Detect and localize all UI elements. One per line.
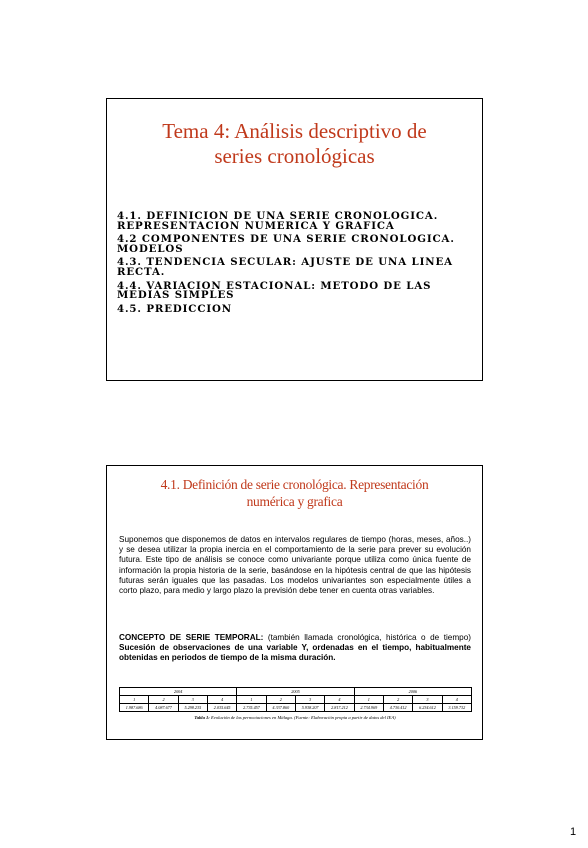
topic-item: 4.1. DEFINICION DE UNA SERIE CRONOLOGICA. REPRESENTACION NUMERICA Y GRAFICA [117, 210, 439, 232]
quarter-cell: 1 [237, 696, 266, 704]
quarter-cell: 3 [295, 696, 324, 704]
value-cell: 3.159.732 [442, 704, 471, 712]
page-number: 1 [570, 826, 577, 838]
slide-2-title-line-1: 4.1. Definición de serie cronológica. Representación [160, 477, 429, 492]
concept-definition: Sucesión de observaciones de una variable Y, ordenadas en el tiempo, habitualmente obtenidas en periodos de tiempo de la misma duración. [119, 643, 471, 663]
quarter-cell: 1 [120, 696, 149, 704]
caption-label: Tabla 1: [194, 715, 210, 720]
value-cell: 4.730.412 [383, 704, 412, 712]
year-cell: 2005 [237, 688, 354, 696]
year-cell: 2006 [354, 688, 471, 696]
value-cell: 4.087.677 [149, 704, 178, 712]
quarter-cell: 1 [354, 696, 383, 704]
quarter-cell: 2 [149, 696, 178, 704]
year-cell: 2004 [120, 688, 237, 696]
quarter-cell: 4 [442, 696, 471, 704]
value-cell: 2.734.969 [354, 704, 383, 712]
data-table [119, 687, 472, 712]
slide-1-title-line-1: Tema 4: Análisis descriptivo de [162, 119, 427, 143]
value-cell: 1.987.686 [120, 704, 149, 712]
value-cell: 2.035.645 [207, 704, 236, 712]
value-cell: 6.234.612 [413, 704, 442, 712]
concept-note: (también llamada cronológica, histórica o de tiempo) [263, 633, 472, 642]
topic-item: 4.5. PREDICCION [117, 302, 232, 315]
table-header-quarters [120, 696, 472, 704]
topic-item: 4.4. VARIACION ESTACIONAL: METODO DE LAS MEDIAS SIMPLES [117, 279, 432, 302]
value-cell: 2.817.212 [325, 704, 354, 712]
value-cell: 2.735.457 [237, 704, 266, 712]
quarter-cell: 3 [178, 696, 207, 704]
caption-text: Evolución de las pernoctaciones en Málaga. (Fuente: Elaboración propia a partir de datos del IEA) [209, 715, 396, 720]
topic-item: 4.3. TENDENCIA SECULAR: AJUSTE DE UNA LINEA RECTA. [117, 256, 453, 278]
table-row-values [120, 704, 472, 712]
quarter-cell: 4 [207, 696, 236, 704]
quarter-cell: 2 [383, 696, 412, 704]
value-cell: 4.337.860 [266, 704, 295, 712]
intro-paragraph: Suponemos que disponemos de datos en intervalos regulares de tiempo (horas, meses, años..) y se desea utilizar la propia inercia en el comportamiento de la serie para prever su evolución futura. Este tipo de análisis se conoce como univariante porque utiliza como única fuente de información la propia historia de la serie, basándose en la hipótesis central de que las hipótesis futuras serán iguales que las pasadas. Los modelos univariantes son especialmente útiles a corto plazo, para medio y largo plazo la previsión debe tener en cuenta otras variables. [119, 535, 471, 596]
quarter-cell: 2 [266, 696, 295, 704]
concept-paragraph [119, 633, 471, 664]
topic-item: 4.2 COMPONENTES DE UNA SERIE CRONOLOGICA. MODELOS [117, 233, 455, 255]
value-cell: 5.298.235 [178, 704, 207, 712]
slide-2 [106, 465, 483, 740]
table-header-years [120, 688, 472, 696]
slide-2-title-line-2: numérica y grafica [246, 494, 343, 509]
slide-2-title [107, 476, 482, 510]
slide-1-title [107, 119, 482, 169]
quarter-cell: 4 [325, 696, 354, 704]
value-cell: 5.938.207 [295, 704, 324, 712]
table-caption [119, 715, 471, 721]
slide-1 [106, 98, 483, 381]
concept-label: CONCEPTO DE SERIE TEMPORAL: [119, 633, 264, 642]
quarter-cell: 3 [413, 696, 442, 704]
topic-list [117, 212, 476, 318]
slide-1-title-line-2: series cronológicas [214, 144, 375, 168]
